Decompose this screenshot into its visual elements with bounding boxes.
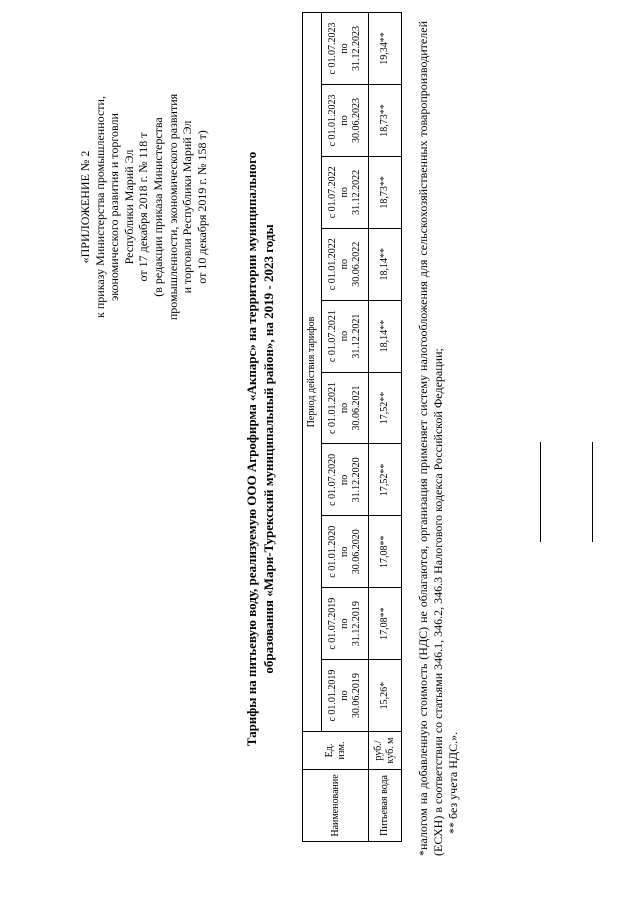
tariff-value: 18,73** — [369, 84, 402, 156]
period-cell: с 01.07.2021 по 31.12.2021 — [322, 300, 369, 372]
tariff-value: 17,08** — [369, 516, 402, 588]
approval-line: к приказу Министерства промышленности, — [92, 96, 107, 318]
approval-line: от 10 декабря 2019 г. № 158 т) — [194, 130, 209, 284]
approval-line: «ПРИЛОЖЕНИЕ № 2 — [78, 150, 92, 264]
title-line-1: Тарифы на питьевую воду, реализуемую ООО Агрофирма «Акпарс» на территории муниципального — [244, 151, 259, 747]
period-cell: с 01.07.2022 по 31.12.2022 — [322, 156, 369, 228]
footnotes — [416, 21, 460, 856]
periods-row — [322, 13, 369, 842]
footnote-without-vat: ** без учета НДС.». — [445, 731, 460, 834]
title-line-2: образования «Мари-Турекский муниципальный район», на 2019 - 2023 годы — [261, 224, 276, 674]
period-cell: с 01.01.2023 по 30.06.2023 — [322, 84, 369, 156]
approval-line: промышленности, экономического развития — [165, 93, 180, 321]
divider-line — [540, 442, 541, 542]
tariff-value: 18,14** — [369, 300, 402, 372]
period-cell: с 01.01.2022 по 30.06.2022 — [322, 228, 369, 300]
table-header-row — [303, 13, 322, 842]
header-period: Период действия тарифов — [303, 13, 322, 732]
tariff-value: 17,52** — [369, 444, 402, 516]
approval-line: Республики Марий Эл — [121, 149, 136, 265]
period-cell: с 01.07.2023 по 31.12.2023 — [322, 13, 369, 85]
divider-line — [592, 442, 593, 542]
row-unit: руб./ куб. м — [369, 732, 402, 770]
header-unit: Ед. изм. — [303, 732, 369, 770]
approval-line: экономического развития и торговли — [107, 113, 122, 301]
tariff-table — [302, 12, 402, 842]
footnote-vat-exempt: *налогом на добавленную стоимость (НДС) не облагаются, организация применяет систему налогообложения для сельскохозяйственных товаропроизводителей (ЕСХН) в соответствии со статьями 346.1, 346.2, 346.3 Налогового кодекса Российской Федерации; — [416, 21, 445, 856]
header-name: Наименование — [303, 770, 369, 842]
approval-header-block — [78, 42, 209, 372]
period-cell: с 01.01.2020 по 30.06.2020 — [322, 516, 369, 588]
tariff-value: 19,34** — [369, 13, 402, 85]
tariff-value: 17,08** — [369, 588, 402, 660]
table-row — [369, 13, 402, 842]
tariff-value: 15,26* — [369, 660, 402, 732]
approval-line: и торговли Республики Марий Эл — [180, 120, 195, 294]
period-cell: с 01.01.2021 по 30.06.2021 — [322, 372, 369, 444]
period-cell: с 01.07.2020 по 31.12.2020 — [322, 444, 369, 516]
tariff-value: 18,73** — [369, 156, 402, 228]
tariff-value: 17,52** — [369, 372, 402, 444]
approval-line: (в редакции приказа Министерства — [150, 117, 165, 297]
period-cell: с 01.07.2019 по 31.12.2019 — [322, 588, 369, 660]
document-title — [243, 89, 277, 809]
row-name: Питьевая вода — [369, 770, 402, 842]
approval-line: от 17 декабря 2018 г. № 118 т — [136, 132, 151, 282]
period-cell: с 01.01.2019 по 30.06.2019 — [322, 660, 369, 732]
tariff-value: 18,14** — [369, 228, 402, 300]
